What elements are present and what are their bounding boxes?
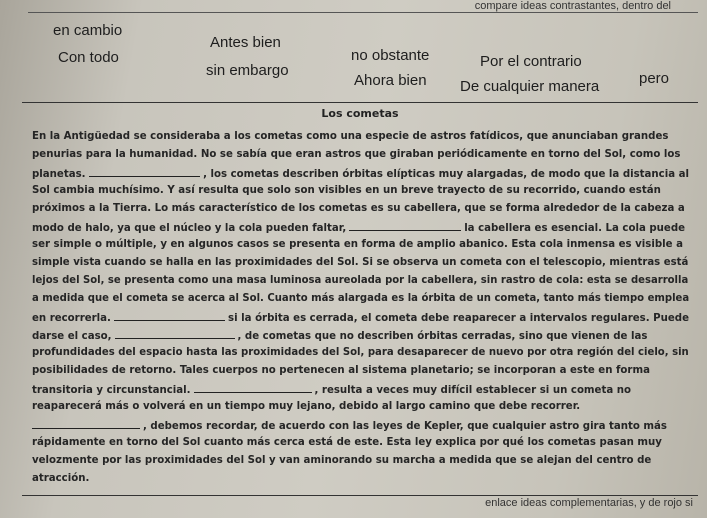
passage-line: próximos a la Tierra. Lo más característico de los cometas es su cabellera, que se forma alrededor de la cabeza a: [32, 203, 685, 214]
word-en-cambio: en cambio: [53, 22, 123, 39]
passage-line: simple vista cuando se halla en las proximidades del Sol. Si se observa un cometa con el telescopio, mientras está: [32, 257, 689, 268]
top-instruction-text: compare ideas contrastantes, dentro del: [474, 0, 671, 12]
word-antes-bien: Antes bien: [210, 34, 281, 51]
passage-segment: , resulta a veces muy difícil establecer si un cometa no: [314, 385, 632, 396]
passage-segment: , de cometas que no describen órbitas cerradas, sino que vienen de las: [237, 331, 648, 342]
passage-segment: transitoria y circunstancial.: [32, 385, 191, 396]
passage-segment: , los cometas describen órbitas elípticas muy alargadas, de modo que la distancia al: [203, 169, 689, 180]
passage-line: posibilidades de retorno. Tales cuerpos no pertenecen al sistema planetario; se incorporan a este en forma: [32, 365, 650, 376]
passage-line: atracción.: [32, 473, 90, 484]
passage-segment: en recorrerla.: [32, 313, 111, 324]
answer-blank[interactable]: [194, 382, 312, 393]
word-de-cualquier-manera: De cualquier manera: [460, 78, 600, 95]
passage-line: [32, 166, 689, 181]
answer-blank[interactable]: [115, 328, 235, 339]
answer-blank[interactable]: [114, 310, 225, 321]
passage-line: ser simple o múltiple, y en algunos casos se presenta en forma de amplio abanico. Esta cola inmensa es visible a: [32, 239, 683, 250]
passage-line: lejos del Sol, se presenta como una masa luminosa aureolada por la cabellera, sin rastro de cola: esta se desarrolla: [32, 275, 689, 286]
answer-blank[interactable]: [32, 418, 140, 429]
word-con-todo: Con todo: [58, 49, 119, 66]
connector-word-bank: [28, 12, 698, 99]
passage-segment: planetas.: [32, 169, 86, 180]
passage-line: [32, 328, 689, 343]
passage-line: [32, 310, 689, 325]
answer-blank[interactable]: [349, 220, 461, 231]
passage-line: profundidades del espacio hasta las proximidades del Sol, para desaparecer de nuevo por otra región del cielo, sin: [32, 347, 689, 358]
passage-line: [32, 418, 689, 433]
word-pero: pero: [639, 70, 670, 87]
bottom-instruction-text: enlace ideas complementarias, y de rojo si: [485, 497, 693, 509]
passage-line: reaparecerá más o volverá en un tiempo muy lejano, debido al largo camino que debe recorrer.: [32, 401, 581, 412]
passage-line: Sol cambia muchísimo. Y así resulta que solo son visibles en un breve trayecto de su recorrido, cuando están: [32, 185, 661, 196]
passage-line: velozmente por las proximidades del Sol y van aminorando su marcha a medida que se alejan del centro de: [32, 455, 652, 466]
passage-segment: la cabellera es esencial. La cola puede: [464, 223, 686, 234]
reading-title: Los cometas: [321, 107, 399, 120]
word-sin-embargo: sin embargo: [206, 62, 289, 79]
word-no-obstante: no obstante: [351, 47, 430, 64]
passage-line: [32, 382, 689, 397]
answer-blank[interactable]: [89, 166, 201, 177]
passage-line: a medida que el cometa se acerca al Sol. Cuanto más alargada es la órbita de un cometa, tanto más tiempo emplea: [32, 293, 690, 304]
passage-line: En la Antigüedad se consideraba a los cometas como una especie de astros fatídicos, que anunciaban grandes: [32, 131, 669, 142]
word-por-el-contrario: Por el contrario: [480, 53, 582, 70]
reading-passage: [22, 102, 698, 496]
passage-segment: darse el caso,: [32, 331, 112, 342]
passage-line: penurias para la humanidad. No se sabía que eran astros que giraban periódicamente en torno del Sol, como los: [32, 149, 681, 160]
passage-line: [32, 220, 689, 235]
word-ahora-bien: Ahora bien: [354, 72, 427, 89]
passage-segment: si la órbita es cerrada, el cometa debe reaparecer a intervalos regulares. Puede: [228, 313, 689, 324]
passage-segment: , debemos recordar, de acuerdo con las leyes de Kepler, que cualquier astro gira tanto más: [143, 421, 667, 432]
passage-segment: modo de halo, ya que el núcleo y la cola pueden faltar,: [32, 223, 347, 234]
passage-line: rápidamente en torno del Sol cuanto más cerca está de este. Esta ley explica por qué los cometas pasan muy: [32, 437, 662, 448]
